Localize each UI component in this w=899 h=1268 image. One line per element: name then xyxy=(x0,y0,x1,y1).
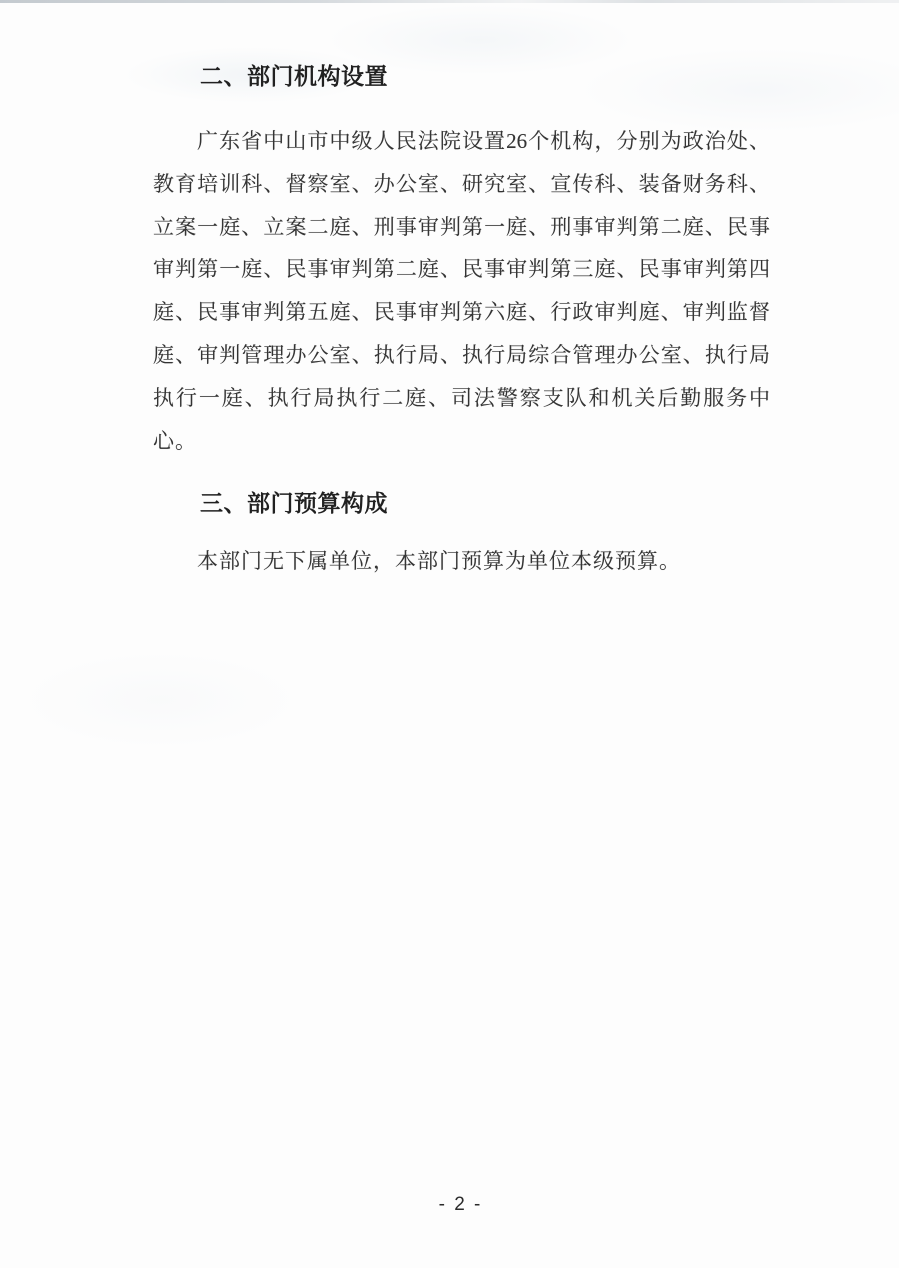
org-setup-paragraph xyxy=(153,120,770,462)
paragraph-line: 心。 xyxy=(153,428,197,453)
paragraph-line: 教育培训科、督察室、办公室、研究室、宣传科、装备财务科、 xyxy=(153,171,770,196)
section-heading-org-setup: 二、部门机构设置 xyxy=(200,63,388,89)
paragraph-line: 立案一庭、立案二庭、刑事审判第一庭、刑事审判第二庭、民事 xyxy=(153,214,770,239)
paragraph-line: 广东省中山市中级人民法院设置26个机构，分别为政治处、 xyxy=(197,129,770,153)
paragraph-line: 执行一庭、执行局执行二庭、司法警察支队和机关后勤服务中 xyxy=(153,385,770,410)
page-number: - 2 - xyxy=(438,1194,483,1215)
section-heading-budget-composition: 三、部门预算构成 xyxy=(200,490,388,516)
paragraph-line: 审判第一庭、民事审判第二庭、民事审判第三庭、民事审判第四 xyxy=(153,257,770,282)
paragraph-line: 庭、审判管理办公室、执行局、执行局综合管理办公室、执行局 xyxy=(153,342,770,367)
scan-artifact-line xyxy=(0,0,899,3)
budget-composition-paragraph xyxy=(153,540,770,583)
paragraph-line: 庭、民事审判第五庭、民事审判第六庭、行政审判庭、审判监督 xyxy=(153,300,770,325)
paragraph-line: 本部门无下属单位，本部门预算为单位本级预算。 xyxy=(197,549,681,573)
